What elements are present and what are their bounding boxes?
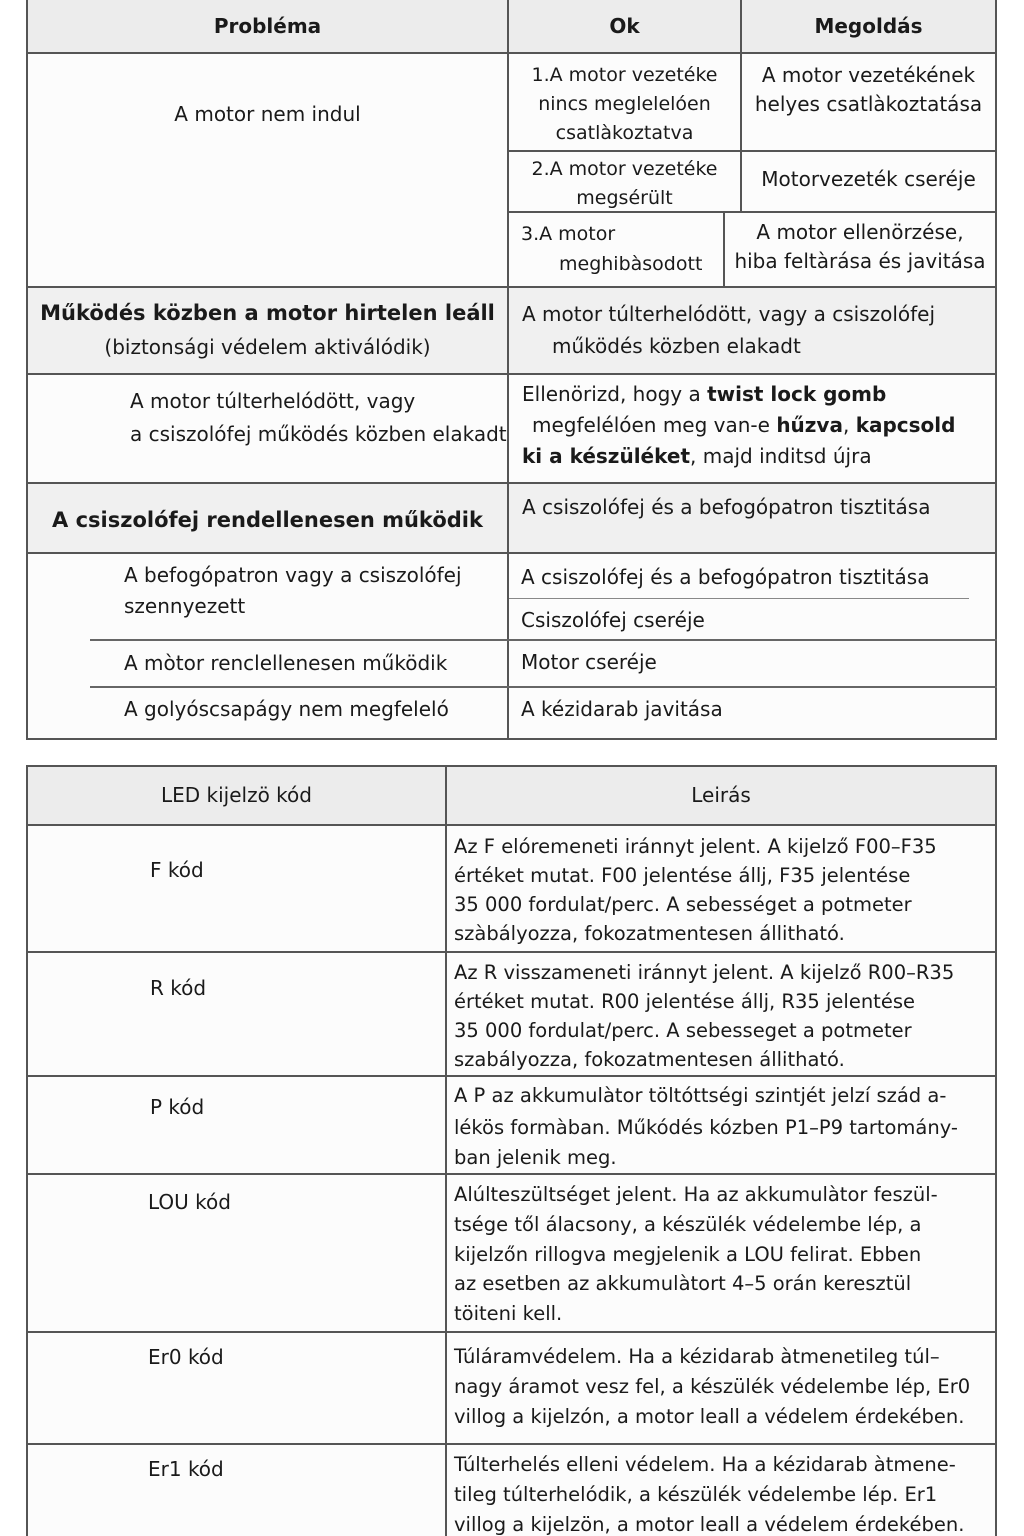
header-description: Leirás <box>445 765 997 826</box>
cause-2-text: 2.A motor vezetéke megsérült <box>531 158 718 209</box>
header-solution <box>740 0 997 54</box>
led-row-p-code: P kód <box>26 1075 447 1175</box>
row-divider <box>509 598 969 599</box>
problem-text: A motor nem indul <box>174 102 361 126</box>
header-problem-label: Probléma <box>213 13 322 38</box>
led-row-er0-code: Er0 kód <box>26 1331 447 1445</box>
row-motor-not-start-problem <box>26 52 509 288</box>
row-overload-solution: Ellenörizd, hogy a twist lock gomb megfelélóen meg van-e hűzva, kapcsold ki a készüléket, majd inditsd újra <box>507 373 997 484</box>
row-divider <box>90 686 997 688</box>
led-row-er1-desc: Túlterhelés elleni védelem. Ha a kézidarab àtmene- tileg túlterhelódik, a készülék védelembe lép. Er1 villog a kijelzön, a motor leall a védelem érdekében. <box>445 1443 997 1536</box>
solution-1-text: A motor vezetékének helyes csatlàkoztatása <box>754 63 983 116</box>
row-grinding-head-problem: A csiszolófej rendellenesen működik <box>26 482 509 554</box>
row-grinding-head-solution: A csiszolófej és a befogópatron tisztitása <box>507 482 997 554</box>
led-row-r-desc: Az R visszameneti iránnyt jelent. A kijelző R00–R35 értéket mutat. R00 jelentése állj, R35 jelentése 35 000 fordulat/perc. A sebesseget a potmeter szabályozza, fokozatmentesen állitható. <box>445 951 997 1077</box>
header-cause <box>507 0 742 54</box>
led-row-f-desc: Az F elóremeneti iránnyt jelent. A kijelző F00–F35 értéket mutat. F00 jelentése állj, F35 jelentése 35 000 fordulat/perc. A sebességet a potmeter szàbályozza, fokozatmentesen állitható. <box>445 824 997 953</box>
led-row-lou-desc: Alúlteszültséget jelent. Ha az akkumulàtor feszül- tsége től álacsony, a készülék védelembe lép, a kijelzőn rillogva megjelenik a LOU felirat. Ebben az esetben az akkumulàtort 4–5 orán keresztül töiteni kell. <box>445 1173 997 1333</box>
solution-1 <box>740 52 997 152</box>
header-problem <box>26 0 509 54</box>
column-divider <box>507 552 509 740</box>
row-sudden-stop-solution: A motor túlterhelódött, vagy a csiszolófej működés közben elakadt <box>507 286 997 375</box>
led-row-p-desc: A P az akkumulàtor töltóttségi szintjét jelzí szád a- lékös formàban. Műkódés kózben P1–P9 tartomány- ban jelenik meg. <box>445 1075 997 1175</box>
solution-2-text: Motorvezeték cseréje <box>761 167 976 191</box>
twist-lock-label: twist lock gomb <box>707 382 887 406</box>
led-row-f-code: F kód <box>26 824 447 953</box>
led-row-er0-desc: Túláramvédelem. Ha a kézidarab àtmenetileg túl– nagy áramot vesz fel, a készülék védelembe lép, Er0 villog a kijelzón, a motor leall a védelem érdekében. <box>445 1331 997 1445</box>
cause-1-text: 1.A motor vezetéke nincs meglelelóen csatlàkoztatva <box>531 64 718 144</box>
led-row-lou-code: LOU kód <box>26 1173 447 1333</box>
solution-3-text: A motor ellenörzése, hiba feltàrása és javitása <box>734 220 986 273</box>
cause-2 <box>507 150 742 213</box>
led-row-er1-code: Er1 kód <box>26 1443 447 1536</box>
led-row-r-code: R kód <box>26 951 447 1077</box>
header-led-code: LED kijelzö kód <box>26 765 447 826</box>
cause-3: 3.A motor meghibàsodott <box>507 211 725 288</box>
header-solution-label: Megoldás <box>814 13 923 38</box>
row-sudden-stop-problem: Működés közben a motor hirtelen leáll (biztonsági védelem aktiválódik) <box>26 286 509 375</box>
solution-2 <box>740 150 997 213</box>
row-divider <box>90 639 997 641</box>
header-cause-label: Ok <box>609 13 640 38</box>
row-overload-problem: A motor túlterhelódött, vagy a csiszolófej működés közben elakadt <box>26 373 509 484</box>
cause-1 <box>507 52 742 152</box>
solution-3 <box>723 211 997 288</box>
